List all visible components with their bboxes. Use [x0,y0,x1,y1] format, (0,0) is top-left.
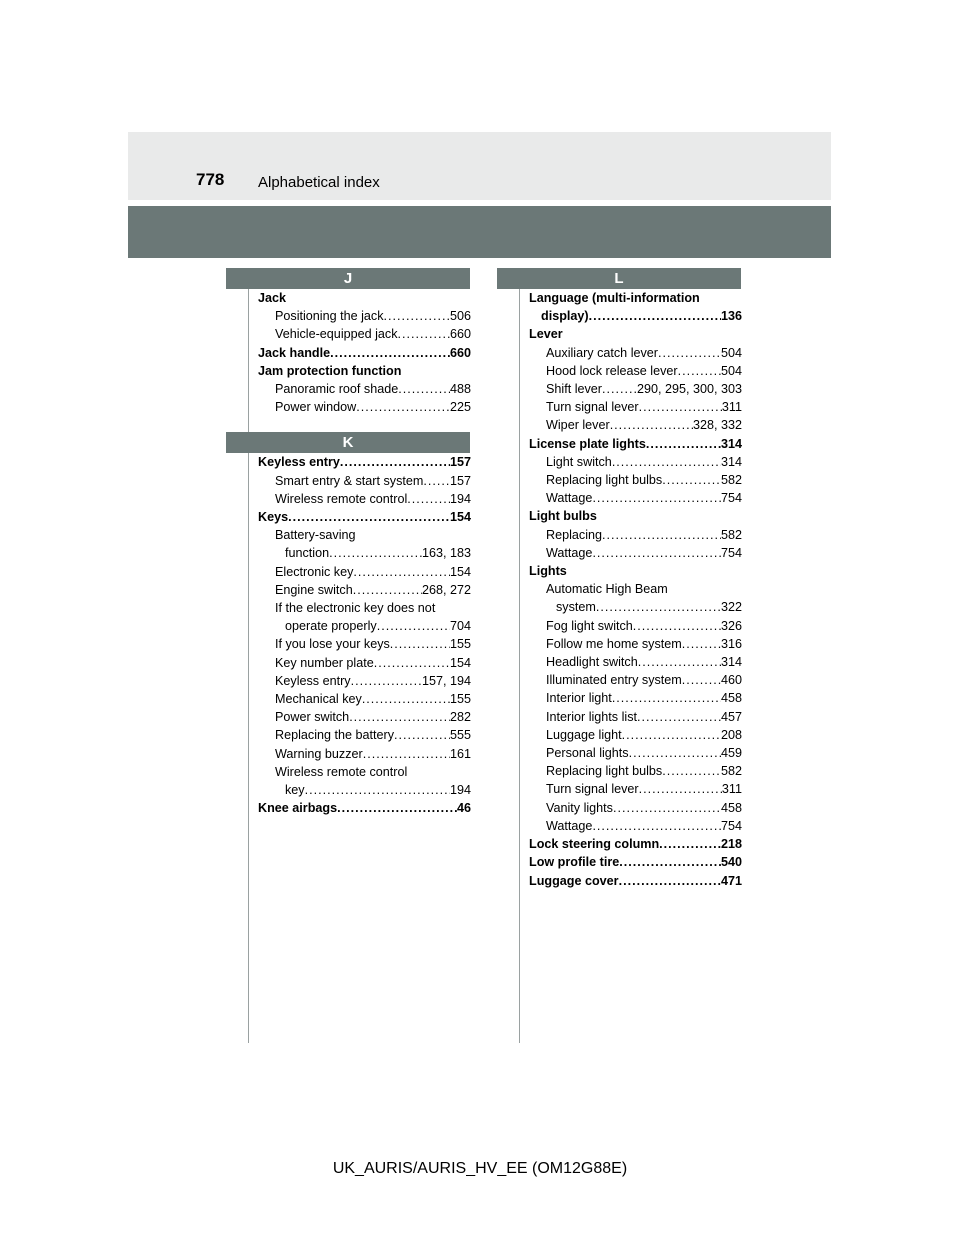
index-entry [529,362,742,380]
index-entry-term: Replacing light bulbs [546,764,663,779]
index-entry [258,763,471,781]
index-entry [529,835,742,853]
dot-leader [637,708,721,726]
index-entry-term: Jack handle [258,345,331,360]
index-entry-term: Wattage [546,491,593,506]
dot-leader [353,563,450,581]
index-entry [529,380,742,398]
index-entries [258,453,471,817]
index-entry [258,325,471,343]
index-column-right [497,268,741,890]
dot-leader [629,744,721,762]
index-entry-term: Vanity lights [546,800,613,815]
dot-leader [610,416,693,434]
dot-leader [612,453,721,471]
index-entry [529,617,742,635]
index-entry [258,726,471,744]
index-entry [529,872,742,890]
index-entries [529,289,742,890]
header-band [128,132,831,200]
dot-leader [592,544,721,562]
index-entry [529,562,742,580]
index-entry-page: 316 [720,636,742,651]
index-entry-term: Mechanical key [275,692,362,707]
index-entry-term: system [556,600,596,615]
index-entry-term: Headlight switch [546,655,638,670]
index-entry-term: Positioning the jack [275,309,384,324]
index-entry [529,708,742,726]
index-entry-page: 540 [720,855,742,870]
index-entry [529,671,742,689]
page-number: 778 [196,170,225,189]
index-entry-term: Illuminated entry system [546,673,682,688]
index-entry [258,344,471,362]
index-entry-term: Light switch [546,454,612,469]
dot-leader [633,617,721,635]
index-entry-term: Replacing [546,527,603,542]
dot-leader [407,490,450,508]
dot-leader [662,471,721,489]
index-entry-page: 154 [449,564,471,579]
index-entry-term: display) [541,309,589,324]
index-entry-page: 314 [720,436,742,451]
index-entry-page: 754 [720,818,742,833]
index-entry-term: key [285,783,305,798]
index-entry-page: 282 [449,710,471,725]
index-entry [258,472,471,490]
index-entry-term: Shift lever [546,382,602,397]
index-entry [258,690,471,708]
dot-leader [602,526,721,544]
index-entry-term: Lock steering column [529,837,660,852]
dot-leader [589,307,721,325]
index-entry [529,780,742,798]
dot-leader [592,489,721,507]
index-entry [529,307,742,325]
dot-leader [658,344,721,362]
dot-leader [612,689,721,707]
index-entry-term: Key number plate [275,655,374,670]
index-entry-term: Wireless remote control [275,491,408,506]
index-entries [258,289,471,416]
index-entry-page: 155 [449,692,471,707]
index-entry-page: 155 [449,637,471,652]
index-entry-term: Personal lights [546,746,629,761]
index-entry-page: 458 [720,691,742,706]
index-entry-page: 328, 332 [692,418,742,433]
section-gap [226,416,470,432]
index-entry-page: 311 [721,400,742,415]
index-entry-page: 504 [720,345,742,360]
index-entry [529,744,742,762]
dot-leader [639,398,722,416]
dot-leader [362,690,450,708]
index-entry-page: 582 [720,473,742,488]
index-entry-page: 154 [449,510,471,525]
dot-leader [602,380,637,398]
dot-leader [363,745,450,763]
header-dark-band [128,206,831,258]
index-entry-term: Interior light [546,691,612,706]
index-entry [529,453,742,471]
dot-leader [305,781,450,799]
index-entry [529,471,742,489]
index-entry-term: Knee airbags [258,801,338,816]
index-entry-term: Language (multi-information [529,291,700,305]
index-entry [529,398,742,416]
dot-leader [646,435,721,453]
index-entry-term: License plate lights [529,436,646,451]
index-entry-page: 218 [720,837,742,852]
index-entry-page: 458 [720,800,742,815]
index-entry-term: Replacing light bulbs [546,473,663,488]
index-entry-term: Interior lights list [546,709,637,724]
index-entry [258,307,471,325]
index-entry-term: Luggage light [546,727,622,742]
index-entry-page: 154 [449,655,471,670]
index-entry-page: 46 [456,801,471,816]
index-entry-page: 582 [720,764,742,779]
index-letter-header: J [226,268,470,289]
dot-leader [619,853,721,871]
index-entry [258,544,471,562]
dot-leader [613,799,721,817]
index-entry-page: 460 [720,673,742,688]
index-entry-page: 471 [720,873,742,888]
dot-leader [288,508,450,526]
index-entry-term: Engine switch [275,582,353,597]
index-entry-page: 704 [449,619,471,634]
index-entry-term: Battery-saving [275,528,356,543]
index-entry-page: 754 [720,491,742,506]
dot-leader [330,344,450,362]
index-entry-page: 157 [449,473,471,488]
index-entry-term: operate properly [285,619,377,634]
index-entry [529,526,742,544]
index-entry [529,653,742,671]
dot-leader [682,671,721,689]
index-entry [258,508,471,526]
index-entry-term: Keys [258,510,289,525]
index-entry-page: 457 [720,709,742,724]
index-entry-term: Low profile tire [529,855,620,870]
index-entry-term: Luggage cover [529,873,619,888]
dot-leader [638,653,721,671]
index-entry-page: 504 [720,363,742,378]
index-entry [258,599,471,617]
dot-leader [596,598,721,616]
index-entry [529,289,742,307]
index-entry-term: Follow me home system [546,636,682,651]
index-entry [529,635,742,653]
index-entry-term: Wiper lever [546,418,610,433]
index-entry-page: 163, 183 [421,546,471,561]
index-column-left [226,268,470,817]
index-entry-page: 225 [449,400,471,415]
index-entry [258,380,471,398]
dot-leader [659,835,721,853]
section-title: Alphabetical index [258,174,380,191]
index-entry-page: 660 [449,345,471,360]
index-entry [529,598,742,616]
index-entry-page: 314 [720,454,742,469]
index-entry [529,416,742,434]
index-entry-term: Automatic High Beam [546,582,668,597]
index-entry-term: Hood lock release lever [546,363,678,378]
index-entry [529,507,742,525]
dot-leader [384,307,450,325]
index-entry [529,817,742,835]
index-entry-term: Wattage [546,545,593,560]
index-entry [258,453,471,471]
index-entry-page: 459 [720,746,742,761]
index-entry-page: 326 [720,618,742,633]
index-entry [529,435,742,453]
dot-leader [353,581,422,599]
index-entry [529,580,742,598]
index-entry-page: 208 [720,727,742,742]
index-entry-page: 660 [449,327,471,342]
dot-leader [619,872,721,890]
index-entry-term: Lever [529,327,563,342]
index-entry-term: Keyless entry [275,673,351,688]
index-entry-page: 161 [449,746,471,761]
index-entry-term: Jack [258,291,287,305]
index-entry-term: Wattage [546,818,593,833]
index-entry [529,726,742,744]
index-entry [529,344,742,362]
index-entry [258,781,471,799]
index-entry-page: 506 [449,309,471,324]
index-entry-page: 754 [720,545,742,560]
index-entry [258,581,471,599]
index-entry-page: 322 [720,600,742,615]
index-entry-term: If you lose your keys [275,637,390,652]
index-entry-page: 157, 194 [421,673,471,688]
index-entry-term: Replacing the battery [275,728,395,743]
index-entry-term: If the electronic key does not [275,601,436,616]
index-entry-term: Lights [529,564,567,579]
index-entry-term: function [285,546,330,561]
index-entry-page: 157 [449,455,471,470]
dot-leader [351,672,422,690]
index-entry [258,289,471,307]
dot-leader [377,617,450,635]
index-entry-term: Auxiliary catch lever [546,345,658,360]
dot-leader [678,362,721,380]
index-entry [258,745,471,763]
index-entry-term: Power window [275,400,357,415]
index-entry-page: 194 [449,783,471,798]
index-entry [258,799,471,817]
index-entry-term: Electronic key [275,564,354,579]
dot-leader [374,654,450,672]
index-entry-term: Panoramic roof shade [275,382,399,397]
dot-leader [329,544,422,562]
dot-leader [337,799,457,817]
index-entry-page: 136 [720,309,742,324]
index-entry-term: Turn signal lever [546,400,639,415]
index-entry-term: Smart entry & start system [275,473,424,488]
index-entry-page: 555 [449,728,471,743]
index-entry-term: Turn signal lever [546,782,639,797]
index-entry [529,689,742,707]
index-entry [529,544,742,562]
dot-leader [356,398,450,416]
index-entry-term: Jam protection function [258,363,402,378]
index-letter-header: K [226,432,470,453]
document-footer: UK_AURIS/AURIS_HV_EE (OM12G88E) [332,1160,628,1177]
dot-leader [398,325,450,343]
dot-leader [398,380,450,398]
index-entry-term: Light bulbs [529,509,597,524]
index-entry-page: 268, 272 [421,582,471,597]
dot-leader [592,817,721,835]
index-entry [258,563,471,581]
index-entry-page: 311 [721,782,742,797]
index-entry-page: 314 [720,655,742,670]
index-entry [529,799,742,817]
index-entry [258,617,471,635]
index-entry-term: Vehicle-equipped jack [275,327,398,342]
index-entry-term: Keyless entry [258,455,340,470]
dot-leader [423,472,450,490]
index-entry [258,672,471,690]
index-entry [529,325,742,343]
dot-leader [340,453,450,471]
index-entry-page: 488 [449,382,471,397]
index-entry [258,708,471,726]
index-entry-page: 290, 295, 300, 303 [636,382,742,397]
index-entry [258,490,471,508]
dot-leader [349,708,450,726]
dot-leader [394,726,450,744]
index-entry [258,398,471,416]
index-entry-term: Power switch [275,710,350,725]
index-entry [258,654,471,672]
index-entry [529,762,742,780]
dot-leader [639,780,722,798]
index-entry-page: 582 [720,527,742,542]
index-entry [258,526,471,544]
index-entry-term: Warning buzzer [275,746,363,761]
index-entry-page: 194 [449,491,471,506]
dot-leader [390,635,450,653]
dot-leader [662,762,721,780]
index-entry [529,489,742,507]
index-entry [258,635,471,653]
index-entry [258,362,471,380]
dot-leader [622,726,721,744]
index-letter-header: L [497,268,741,289]
dot-leader [682,635,721,653]
index-entry [529,853,742,871]
index-entry-term: Fog light switch [546,618,633,633]
index-entry-term: Wireless remote control [275,764,408,779]
